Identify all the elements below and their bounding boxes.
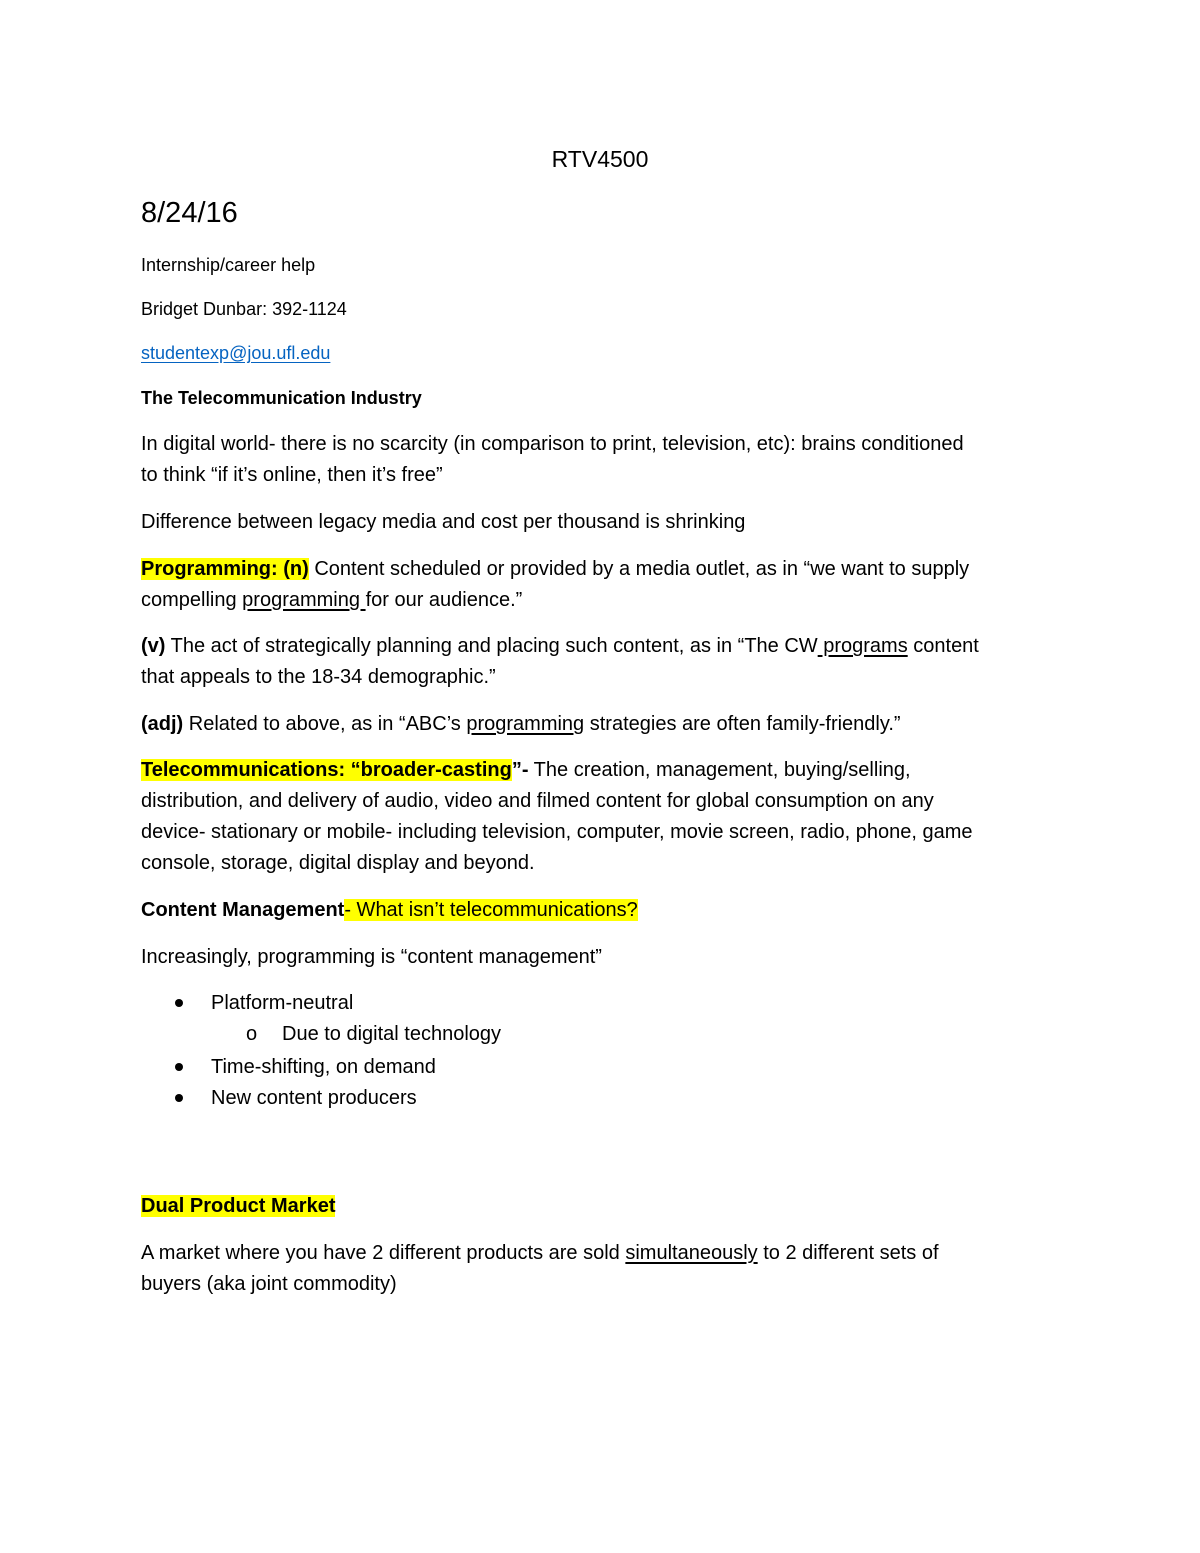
- paragraph-scarcity-line-1: In digital world- there is no scarcity (in comparison to print, television, etc): brains conditioned: [141, 433, 964, 455]
- adj-programming-underlined: programming: [466, 713, 585, 735]
- dual-market-text: A market where you have 2 different products are sold: [141, 1242, 626, 1264]
- programming-definition-text: Content scheduled or provided by a media outlet, as in “we want to supply: [308, 558, 970, 580]
- programming-text-end: for our audience.”: [365, 589, 523, 611]
- dual-market-line-1: [141, 1243, 939, 1263]
- verb-definition-line-2: that appeals to the 18-34 demographic.”: [141, 666, 496, 688]
- simultaneously-underlined: simultaneously: [625, 1242, 758, 1264]
- programming-underlined: programming: [242, 589, 366, 611]
- telecom-definition-line-2: distribution, and delivery of audio, video and filmed content for global consumption on any: [141, 790, 934, 812]
- verb-text: The act of strategically planning and placing such content, as in “The CW: [165, 635, 818, 657]
- content-management-term: Content Management: [141, 899, 345, 921]
- dual-market-text-end: to 2 different sets of: [757, 1242, 939, 1264]
- telecom-term-end: ”-: [511, 759, 529, 781]
- bullet-dot: [175, 999, 183, 1007]
- telecom-definition-line-4: console, storage, digital display and beyond.: [141, 852, 535, 874]
- adj-text: Related to above, as in “ABC’s: [183, 713, 467, 735]
- telecom-term: Telecommunications: “broader-casting: [141, 759, 512, 781]
- document-title: RTV4500: [551, 146, 649, 172]
- verb-text-end: content: [907, 635, 979, 657]
- email-link[interactable]: studentexp@jou.ufl.edu: [141, 343, 331, 363]
- adj-text-end: strategies are often family-friendly.”: [584, 713, 901, 735]
- dual-market-heading-line: [141, 1196, 335, 1216]
- programming-term: Programming: (n): [141, 558, 309, 580]
- dual-market-heading: Dual Product Market: [141, 1195, 336, 1217]
- programming-text: compelling: [141, 589, 243, 611]
- programming-definition-line-2: [141, 590, 522, 610]
- contact-line: Bridget Dunbar: 392-1124: [141, 299, 347, 319]
- email-link-line: [141, 344, 330, 362]
- adj-tag: (adj): [141, 713, 184, 735]
- bullet-item: New content producers: [211, 1087, 417, 1109]
- dual-market-line-2: buyers (aka joint commodity): [141, 1273, 397, 1295]
- bullet-dot: [175, 1094, 183, 1102]
- sub-bullet-item: Due to digital technology: [282, 1023, 502, 1045]
- telecom-text: The creation, management, buying/selling,: [528, 759, 911, 781]
- telecom-definition-line-3: device- stationary or mobile- including television, computer, movie screen, radio, phone, game: [141, 821, 973, 843]
- note-date: 8/24/16: [141, 197, 238, 229]
- bullet-item: Platform-neutral: [211, 992, 354, 1014]
- content-management-question: - What isn’t telecommunications?: [344, 899, 638, 921]
- bullet-dot: [175, 1063, 183, 1071]
- verb-tag: (v): [141, 635, 166, 657]
- verb-definition-line-1: [141, 636, 979, 656]
- paragraph-content-management: Increasingly, programming is “content management”: [141, 946, 602, 968]
- section-heading: The Telecommunication Industry: [141, 388, 422, 408]
- paragraph-scarcity-line-2: to think “if it’s online, then it’s free”: [141, 464, 443, 486]
- programming-definition-line-1: [141, 559, 969, 579]
- programs-underlined: programs: [817, 635, 908, 657]
- content-management-line: [141, 900, 638, 920]
- bullet-item: Time-shifting, on demand: [211, 1056, 436, 1078]
- sub-bullet-marker: o: [246, 1023, 258, 1045]
- paragraph-legacy-media: Difference between legacy media and cost per thousand is shrinking: [141, 511, 746, 533]
- internship-line: Internship/career help: [141, 255, 316, 275]
- telecom-definition-line-1: [141, 760, 911, 780]
- adj-definition-line: [141, 714, 901, 734]
